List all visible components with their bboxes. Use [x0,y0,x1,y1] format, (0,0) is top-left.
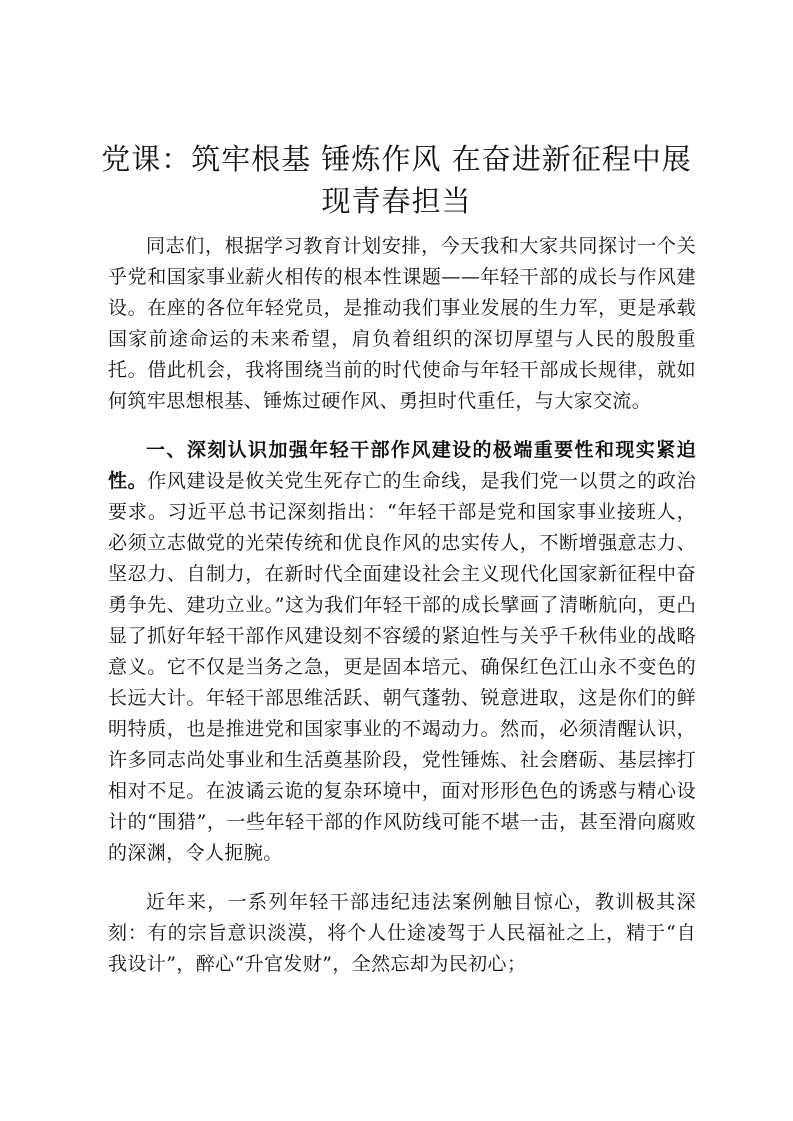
paragraph-cases [108,887,696,980]
document-body [108,231,696,998]
document-title: 党课：筑牢根基 锤炼作风 在奋进新征程中展现青春担当 [101,142,692,218]
paragraph-intro [108,231,696,417]
paragraph-text: 近年来，一系列年轻干部违纪违法案例触目惊心，教训极其深刻：有的宗旨意识淡漠，将个人仕途凌驾于人民福祉之上，精于“自我设计”，醉心“升官发财”，全然忘却为民初心； [108,891,696,975]
paragraph-section-one [108,435,696,869]
paragraph-text: 作风建设是攸关党生死存亡的生命线，是我们党一以贯之的政治要求。习近平总书记深刻指出：“年轻干部是党和国家事业接班人，必须立志做党的光荣传统和优良作风的忠实传人，不断增强意志力、坚忍力、自制力，在新时代全面建设社会主义现代化国家新征程中奋勇争先、建功立业。”这为我们年轻干部的成长擘画了清晰航向，更凸显了抓好年轻干部作风建设刻不容缓的紧迫性与关乎千秋伟业的战略意义。它不仅是当务之急，更是固本培元、确保红色江山永不变色的长远大计。年轻干部思维活跃、朝气蓬勃、锐意进取，这是你们的鲜明特质，也是推进党和国家事业的不竭动力。然而，必须清醒认识，许多同志尚处事业和生活奠基阶段，党性锤炼、社会磨砺、基层摔打相对不足。在波谲云诡的复杂环境中，面对形形色色的诱惑与精心设计的“围猎”，一些年轻干部的作风防线可能不堪一击，甚至滑向腐败的深渊，令人扼腕。 [108,470,696,864]
section-heading: 一、深刻认识加强年轻干部作风建设的极端重要性和现实紧迫性。 [108,439,696,492]
paragraph-text: 同志们，根据学习教育计划安排，今天我和大家共同探讨一个关乎党和国家事业薪火相传的根本性课题——年轻干部的成长与作风建设。在座的各位年轻党员，是推动我们事业发展的生力军，更是承载国家前途命运的未来希望，肩负着组织的深切厚望与人民的殷殷重托。借此机会，我将围绕当前的时代使命与年轻干部成长规律，就如何筑牢思想根基、锤炼过硬作风、勇担时代重任，与大家交流。 [108,235,696,412]
